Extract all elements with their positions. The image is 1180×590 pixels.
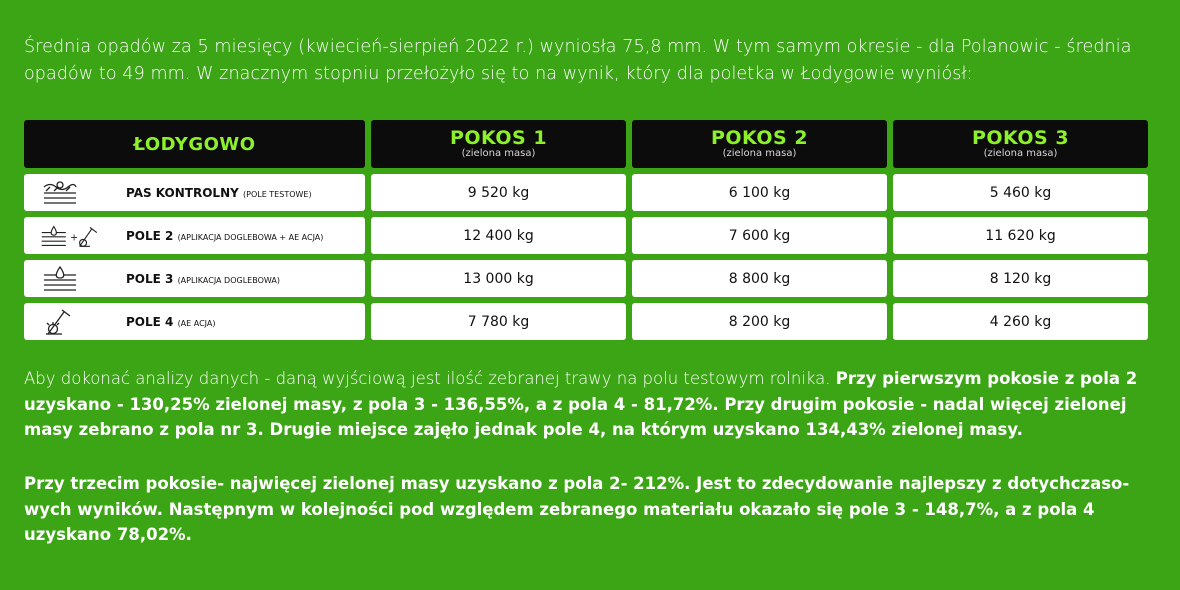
column-title: POKOS 3 bbox=[971, 127, 1070, 149]
table-row bbox=[24, 260, 1152, 297]
row-sub: (POLE TESTOWE) bbox=[243, 189, 312, 199]
row-name: POLE 3 bbox=[126, 271, 174, 286]
value-cell: 8 800 kg bbox=[632, 260, 887, 297]
row-label bbox=[126, 315, 215, 329]
column-header-pokos-1 bbox=[371, 120, 626, 168]
table-header bbox=[24, 120, 1152, 168]
row-name: PAS KONTROLNY bbox=[126, 185, 239, 200]
results-table bbox=[24, 120, 1152, 346]
row-sub: (AE ACJA) bbox=[177, 318, 216, 328]
column-subtitle: (zielona masa) bbox=[983, 148, 1058, 159]
table-row bbox=[24, 303, 1152, 340]
row-label-cell bbox=[24, 303, 365, 340]
value-cell: 8 200 kg bbox=[632, 303, 887, 340]
column-header-pokos-2 bbox=[632, 120, 887, 168]
row-label bbox=[126, 229, 323, 243]
table-row bbox=[24, 174, 1152, 211]
row-sub: (APLIKACJA DOGLEBOWA) bbox=[177, 275, 280, 285]
row-name: POLE 2 bbox=[126, 228, 174, 243]
row-label-cell bbox=[24, 217, 365, 254]
row-label bbox=[126, 186, 312, 200]
field-control-icon bbox=[40, 178, 102, 208]
value-cell: 7 780 kg bbox=[371, 303, 626, 340]
table-row bbox=[24, 217, 1152, 254]
row-sub: (APLIKACJA DOGLEBOWA + AE ACJA) bbox=[177, 232, 324, 242]
row-label-cell bbox=[24, 260, 365, 297]
soil-drop-plus-aerator-icon bbox=[40, 221, 102, 251]
value-cell: 7 600 kg bbox=[632, 217, 887, 254]
column-subtitle: (zielona masa) bbox=[722, 148, 797, 159]
value-cell: 8 120 kg bbox=[893, 260, 1148, 297]
location-header: ŁODYGOWO bbox=[24, 120, 365, 168]
value-cell: 6 100 kg bbox=[632, 174, 887, 211]
analysis-paragraph-2: Przy trzecim pokosie- najwięcej zielonej masy uzyskano z pola 2- 212%. Jest to zdecydowanie najlepszy z dotychczaso-wych wyników. Następnym w kolejności pod względem zebranego materiału okazało się pole 3 - 148,7%, a z pola 4 uzyskano 78,02%. bbox=[24, 474, 1130, 544]
aerator-icon bbox=[40, 307, 102, 337]
soil-drop-icon bbox=[40, 264, 102, 294]
analysis-highlight: Przy pierwszym pokosie z pola 2 uzyskano - 130,25% zielonej masy, z pola 3 - 136,55%, a z pola 4 - 81,72%. Przy drugim pokosie - nadal więcej zielonej masy zebrano z pola nr 3. Drugie miejsce zajęło jednak pole 4, na którym uzyskano 134,43% zielonej masy. bbox=[24, 369, 1138, 439]
value-cell: 13 000 kg bbox=[371, 260, 626, 297]
column-subtitle: (zielona masa) bbox=[461, 148, 536, 159]
row-label-cell bbox=[24, 174, 365, 211]
analysis-intro: Aby dokonać analizy danych - daną wyjściową jest ilość zebranej trawy na polu testowym rolnika. bbox=[24, 369, 836, 388]
value-cell: 11 620 kg bbox=[893, 217, 1148, 254]
value-cell: 12 400 kg bbox=[371, 217, 626, 254]
svg-text:+: + bbox=[70, 231, 79, 243]
column-header-pokos-3 bbox=[893, 120, 1148, 168]
row-name: POLE 4 bbox=[126, 314, 174, 329]
row-label bbox=[126, 272, 280, 286]
value-cell: 5 460 kg bbox=[893, 174, 1148, 211]
intro-text: Średnia opadów za 5 miesięcy (kwiecień-sierpień 2022 r.) wyniosła 75,8 mm. W tym samym okresie - dla Polanowic - średnia opadów to 49 mm. W znacznym stopniu przełożyło się to na wynik, który dla poletka w Łodygowie wyniósł: bbox=[24, 37, 1132, 84]
value-cell: 9 520 kg bbox=[371, 174, 626, 211]
value-cell: 4 260 kg bbox=[893, 303, 1148, 340]
analysis-paragraph-1 bbox=[24, 366, 1164, 443]
column-title: POKOS 2 bbox=[710, 127, 809, 149]
column-title: POKOS 1 bbox=[449, 127, 548, 149]
